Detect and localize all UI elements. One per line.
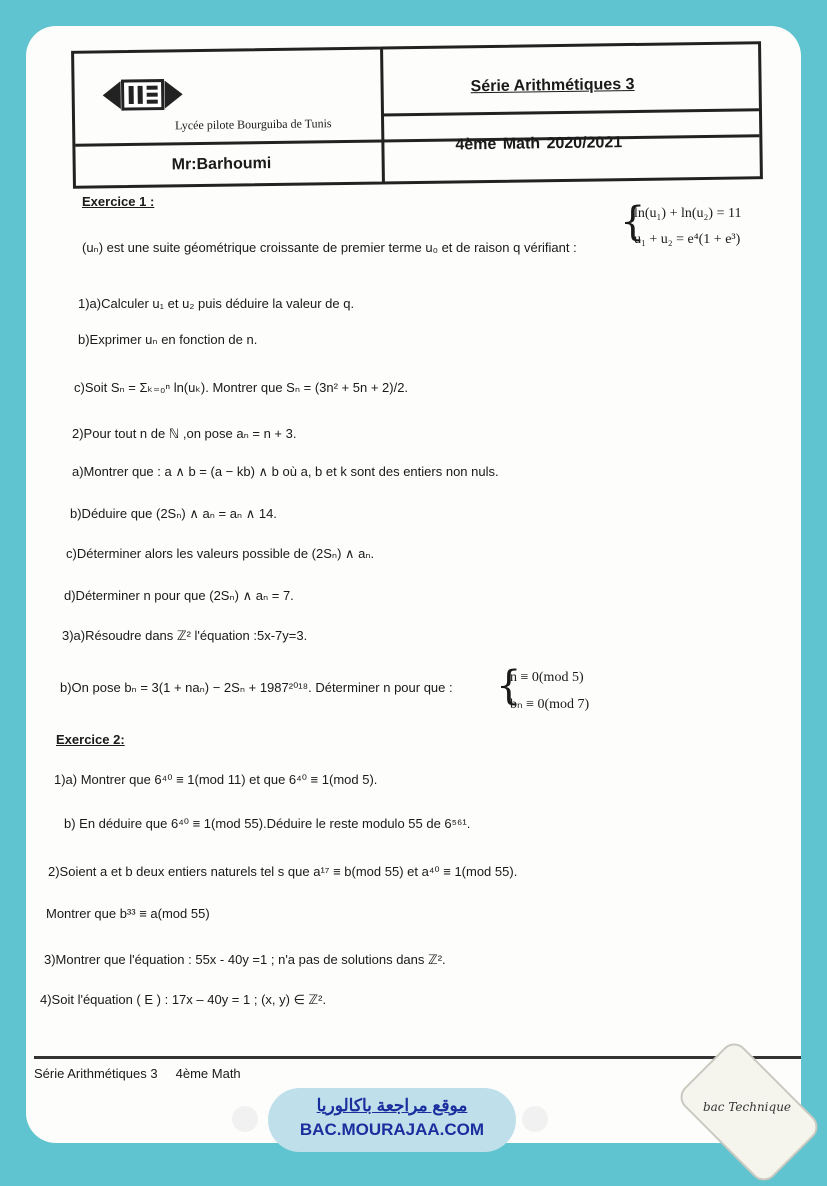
header-box bbox=[71, 41, 763, 189]
book-icon-right bbox=[522, 1106, 548, 1132]
site-link-button[interactable] bbox=[268, 1088, 516, 1152]
ex1-q2b: b)Déduire que (2Sₙ) ∧ aₙ = aₙ ∧ 14. bbox=[70, 506, 277, 521]
ex1-q3a: 3)a)Résoudre dans ℤ² l'équation :5x-7y=3. bbox=[62, 628, 308, 643]
ex1-q1a: 1)a)Calculer u₁ et u₂ puis déduire la valeur de q. bbox=[78, 296, 355, 311]
ex1-system-line-3: n ≡ 0(mod 5) bbox=[510, 670, 584, 685]
footer-text: Série Arithmétiques 3 4ème Math bbox=[34, 1066, 241, 1081]
bac-technique-label: bac Technique bbox=[702, 1100, 792, 1114]
level-year: 4ème Math 2020/2021 bbox=[455, 134, 623, 154]
header-divider-left bbox=[75, 134, 759, 147]
system-brace-2: { bbox=[496, 663, 522, 709]
ex2-q1b: b) En déduire que 6⁴⁰ ≡ 1(mod 55).Déduire le reste modulo 55 de 6⁵⁶¹. bbox=[64, 816, 471, 831]
ex2-q2: 2)Soient a et b deux entiers naturels tel s que a¹⁷ ≡ b(mod 55) et a⁴⁰ ≡ 1(mod 55). bbox=[48, 864, 518, 879]
ex1-q1b: b)Exprimer uₙ en fonction de n. bbox=[78, 332, 258, 347]
ex2-q2b: Montrer que b³³ ≡ a(mod 55) bbox=[46, 906, 210, 921]
footer-divider bbox=[34, 1056, 801, 1059]
ex2-q4: 4)Soit l'équation ( E ) : 17x – 40y = 1 ; (x, y) ∈ ℤ². bbox=[40, 992, 327, 1007]
ex1-q2: 2)Pour tout n de ℕ ,on pose aₙ = n + 3. bbox=[72, 426, 297, 441]
site-url: BAC.MOURAJAA.COM bbox=[299, 1120, 485, 1139]
system-brace: { bbox=[620, 199, 646, 245]
ex2-q3: 3)Montrer que l'équation : 55x - 40y =1 ; n'a pas de solutions dans ℤ². bbox=[44, 952, 446, 967]
site-name-arabic: موقع مراجعة باكالوريا bbox=[316, 1096, 468, 1115]
ex2-q1a: 1)a) Montrer que 6⁴⁰ ≡ 1(mod 11) et que 6⁴⁰ ≡ 1(mod 5). bbox=[54, 772, 378, 787]
ex1-q1c: c)Soit Sₙ = Σₖ₌₀ⁿ ln(uₖ). Montrer que Sₙ = (3n² + 5n + 2)/2. bbox=[74, 380, 409, 395]
ex1-system-line-1: ln(u₁) + ln(u₂) = 11 bbox=[634, 206, 742, 221]
exercise-1-title: Exercice 1 : bbox=[82, 194, 155, 209]
school-name: Lycée pilote Bourguiba de Tunis bbox=[175, 116, 332, 133]
ex1-q2c: c)Déterminer alors les valeurs possible de (2Sₙ) ∧ aₙ. bbox=[66, 546, 375, 561]
ex1-q3b: b)On pose bₙ = 3(1 + naₙ) − 2Sₙ + 1987²⁰¹⁸. Déterminer n pour que : bbox=[60, 680, 453, 695]
document-page bbox=[26, 26, 801, 1143]
header-divider-right bbox=[381, 108, 759, 116]
teacher-name: Mr:Barhoumi bbox=[171, 155, 272, 174]
school-logo-icon bbox=[102, 74, 183, 115]
exercise-2-title: Exercice 2: bbox=[56, 732, 125, 747]
ex1-system-line-2: u₁ + u₂ = e⁴(1 + e³) bbox=[634, 232, 741, 247]
ex1-intro: (uₙ) est une suite géométrique croissante de premier terme u₀ et de raison q vérifiant : bbox=[82, 240, 577, 255]
ex1-q2a: a)Montrer que : a ∧ b = (a − kb) ∧ b où a, b et k sont des entiers non nuls. bbox=[72, 464, 499, 479]
ex1-q2d: d)Déterminer n pour que (2Sₙ) ∧ aₙ = 7. bbox=[64, 588, 294, 603]
book-icon bbox=[232, 1106, 258, 1132]
series-title: Série Arithmétiques 3 bbox=[470, 75, 635, 96]
ex1-system-line-4: bₙ ≡ 0(mod 7) bbox=[510, 697, 590, 712]
